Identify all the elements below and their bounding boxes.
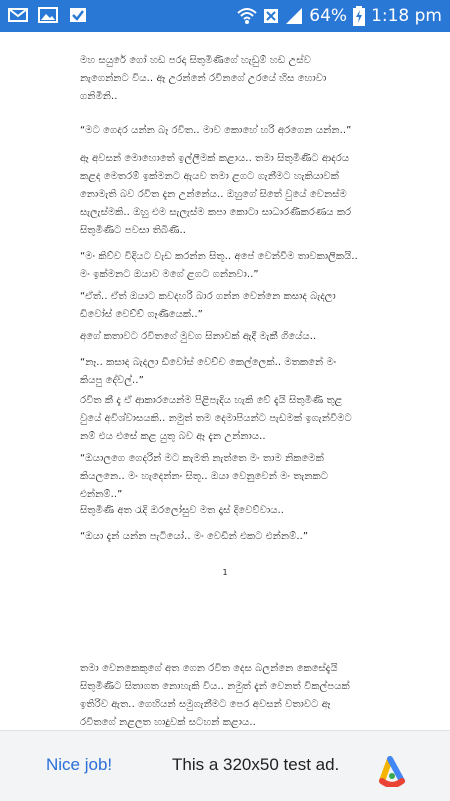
- paragraph: ඈ අවසන් මොහොතේ ඉල්ලීමක් කළාය.. තමා සිතුමිණිට ආදරය කළද මෙතරම් ඉක්මනට ඇයව තමා ළගට ගැනීමට හැකියාවක් නොමැති බව රවිත දැන උන්නේය.. ඔහුගේ සිතේ වුයේ වෙනස්ම සැලැස්මකි.. ඔහු එම සැලැස්ම කපා කොටා සාධාරණීකරණය කර සිතුමිණිට පවසා තිබිණි..: [80, 153, 352, 236]
- notification-icons: [8, 6, 88, 24]
- status-bar: [0, 0, 450, 32]
- mail-icon: [8, 6, 28, 24]
- paragraph: මහ සයුරේ ගෝ හඩ පරදා සිතුමිණිගේ හැඩුම් හඩ උස්ව නැගෙන්නට විය.. ඈ උරන්නේ රවිනගේ උරයේ හිස හොවා ගනිමිනි..: [80, 55, 327, 102]
- paragraph: අගේ කතාවට රවිතගේ මුවග සිනාවක් ඇදී මැකී ගියේය..: [80, 331, 317, 342]
- check-flag-icon: [68, 6, 88, 24]
- paragraph: “මට ගෙදර යන්න බෑ රවිත.. මාව කොහේ හරි අරගෙන යන්න..”: [80, 125, 352, 136]
- document-viewer[interactable]: [0, 32, 450, 730]
- ad-banner[interactable]: [0, 730, 450, 801]
- ad-cta-link[interactable]: Nice job!: [46, 755, 113, 774]
- paragraph: රවිත කී දැ ඒ ආකාරයෙන්ම පිළිපැදිය හැකි වේ දැයි සිතුමිණි තුළ වුයේ අවිශ්වාසයකි.. නමුත් තම දෙමාපියන්ට පැඩමක් ඉගැන්වීමට නම් එය එසේ කළ යුතු බව ඈ දැන උන්නාය..: [80, 395, 352, 442]
- image-icon: [38, 6, 58, 24]
- battery-percent: 64%: [309, 6, 348, 26]
- paragraph: සිතුමිණි අත රැදි ඔරලෝසුව මත දෑස් දිවෙව්වාය..: [80, 505, 285, 516]
- ads-logo-icon[interactable]: [374, 751, 410, 787]
- paragraph: “ඔයාලගෙ ගෙදරින් මට කැමති නැත්තෙ මං තාම නිකමෙක් කියලනෙ.. මං හැදෙන්නං සිතූ.. ඔයා වෙනුවෙන් මං තැනකට එන්නම්..”: [80, 453, 329, 500]
- paragraph: “ඔයා දැන් යන්න පැටියෝ.. මං වෙඩින් එකට එන්නම්..”: [80, 531, 309, 542]
- close-box-icon: [263, 7, 279, 25]
- battery-charging-icon: [353, 6, 365, 26]
- paragraph: “මං කිව්ව විදියට වැඩ කරන්න සිතූ.. අපේ වෙන්වීම තාවකාලිකයි.. මං ඉක්මනට ඔයාව මගේ ළගට ගන්නවා..”: [80, 251, 358, 280]
- ad-text: This a 320x50 test ad.: [172, 755, 340, 774]
- system-icons: [237, 5, 442, 27]
- paragraph: “නෑ.. කසාද බැදලා ඩිවෝස් වෙච්ච කෙල්ලෙක්.. මතකනේ මං කියපු දේවල්..”: [80, 357, 337, 386]
- paragraph-next-page: තමා වෙනකෙකුගේ අත ගෙන රවිත දෙස බලන්නෙ කෙසේදැයි සිතුමිණිට සිතාගත නොහැකි විය.. නමුත් දැන් වෙනත් විකල්පයක් ඉතිරිව ඇත.. ගෙහියන් සමුගැනීමට පෙර අවසන් වතාවට ඈ රවිතගේ නළලත හාදුවක් සටහන් කළාය..: [80, 663, 350, 728]
- clock: 1:18 pm: [371, 6, 442, 26]
- signal-icon: [285, 7, 303, 25]
- page-number: 1: [222, 568, 228, 577]
- paragraph: “ඒත්.. ඒත් ඔයාට කවදහරි බාර ගන්න වෙන්නෙ කසාද බැදලා ඩිවෝස් වෙච්ච් ගෑණියෙක්..”: [80, 291, 336, 320]
- wifi-icon: [237, 7, 257, 25]
